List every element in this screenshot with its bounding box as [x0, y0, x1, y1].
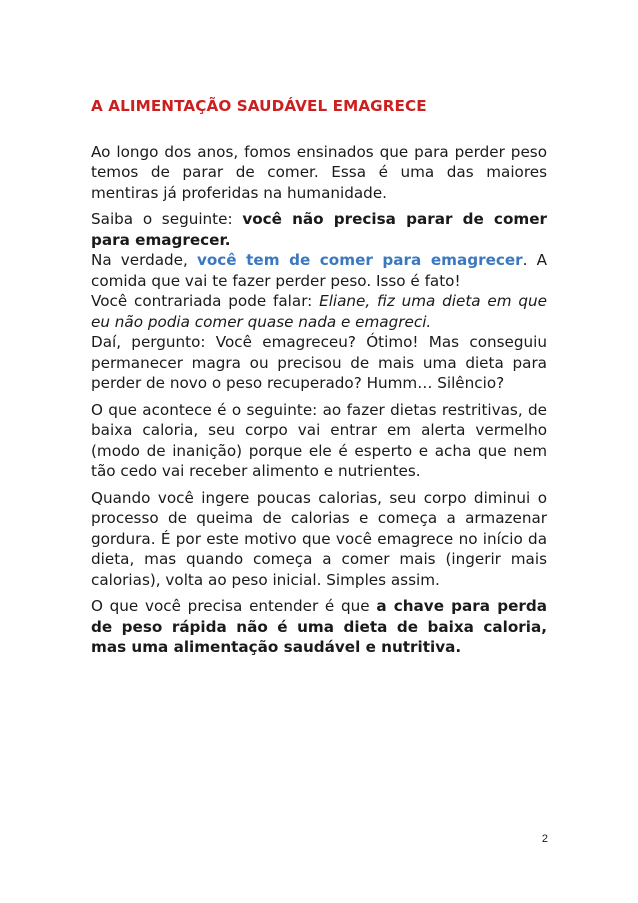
paragraph-2-bold: você não precisa parar de comer para emagrecer. [91, 210, 547, 249]
paragraph-2-line-4: Daí, pergunto: Você emagreceu? Ótimo! Mas conseguiu permanecer magra ou precisou de mais uma dieta para perder de novo o peso recuperado? Humm… Silêncio? [91, 333, 547, 392]
paragraph-2-line-2-intro: Na verdade, [91, 251, 197, 269]
paragraph-5-bold: a chave para perda de peso rápida não é uma dieta de baixa caloria, mas uma alimentação saudável e nutritiva. [91, 597, 547, 656]
document-title: A ALIMENTAÇÃO SAUDÁVEL EMAGRECE [91, 97, 427, 115]
paragraph-3: O que acontece é o seguinte: ao fazer dietas restritivas, de baixa caloria, seu corpo vai entrar em alerta vermelho (modo de inanição) porque ele é esperto e acha que nem tão cedo vai receber alimento e nutrientes. [91, 400, 547, 480]
page-number: 2 [541, 833, 548, 845]
paragraph-2-italic-quote: Eliane, fiz uma dieta em que eu não podia comer quase nada e emagreci. [91, 292, 547, 331]
paragraph-1: Ao longo dos anos, fomos ensinados que para perder peso temos de parar de comer. Essa é uma das maiores mentiras já proferidas na humanidade. [91, 142, 547, 202]
paragraph-5 [91, 596, 547, 658]
paragraph-5-intro: O que você precisa entender é que [91, 597, 377, 615]
document-body [91, 96, 547, 664]
paragraph-2-line-3 [91, 291, 547, 332]
paragraph-4: Quando você ingere poucas calorias, seu corpo diminui o processo de queima de calorias e começa a armazenar gordura. É por este motivo que você emagrece no início da dieta, mas quando começa a comer mais (ingerir mais calorias), volta ao peso inicial. Simples assim. [91, 488, 547, 589]
paragraph-2-line-2-rest: . A comida que vai te fazer perder peso. Isso é fato! [91, 251, 547, 290]
paragraph-2-intro: Saiba o seguinte: [91, 210, 243, 228]
paragraph-2-line-2 [91, 250, 547, 291]
paragraph-2 [91, 209, 547, 394]
paragraph-2-blue-emphasis: você tem de comer para emagrecer [196, 251, 523, 269]
paragraph-2-line-1 [91, 209, 547, 250]
paragraph-2-line-3-intro: Você contrariada pode falar: [91, 292, 320, 310]
